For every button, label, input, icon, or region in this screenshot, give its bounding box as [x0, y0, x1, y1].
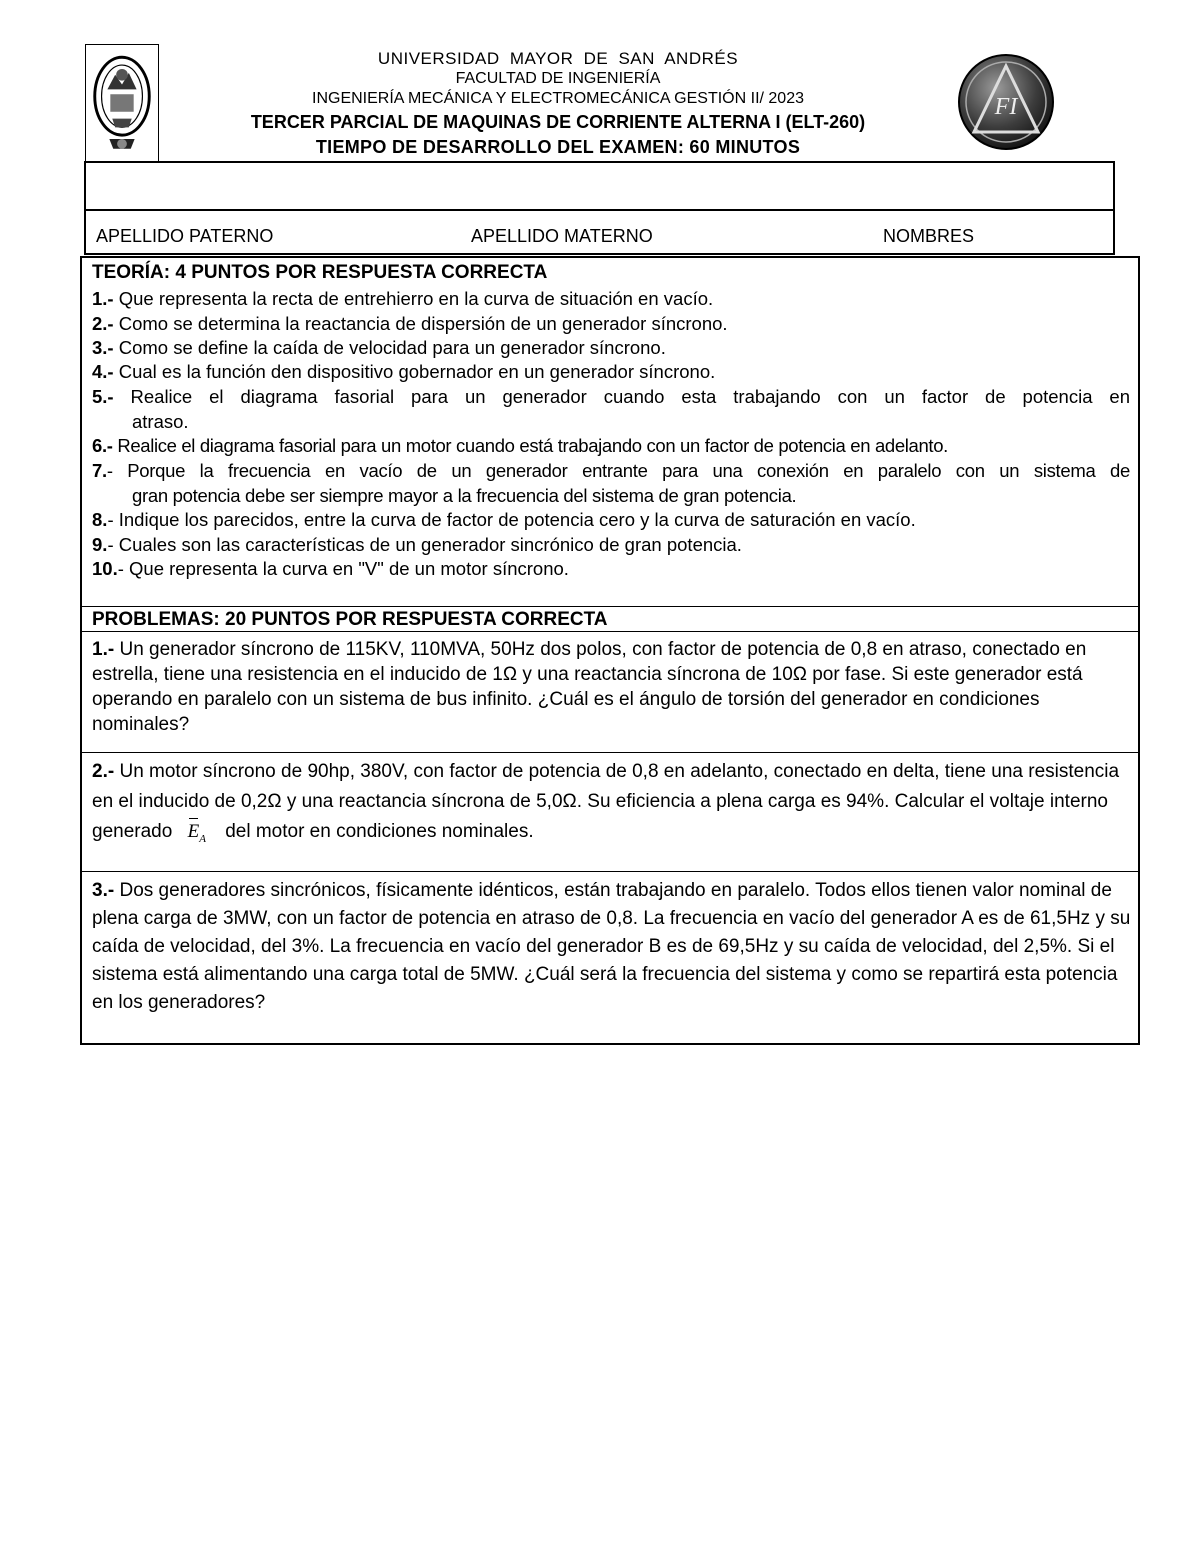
problema-2: 2.- Un motor síncrono de 90hp, 380V, con factor de potencia de 0,8 en adelanto, conectado en delta, tiene una resistencia en el inducido de 0,2Ω y una reactancia síncrona de 5,0Ω. Su eficiencia a plena carga es 94%. Calcular el voltaje interno generado $E_A$ del motor en condiciones nominales. — [92, 757, 1132, 854]
faculty-logo — [956, 52, 1056, 152]
teoria-question-8: 8.- Indique los parecidos, entre la curva de factor de potencia cero y la curva de saturación en vacío. — [92, 509, 916, 530]
teoria-question-1: 1.- Que representa la recta de entrehierro en la curva de situación en vacío. — [92, 288, 714, 309]
problem-divider — [82, 871, 1138, 872]
problem-divider — [82, 752, 1138, 753]
label-apellido-paterno: APELLIDO PATERNO — [96, 226, 274, 246]
teoria-question-7: 7.- Porque la frecuencia en vacío de un generador entrante para una conexión en paralelo con un sistema de gran potencia debe ser siempre mayor a la frecuencia del sistema de gran potencia. — [92, 460, 1130, 506]
problema-1: 1.- Un generador síncrono de 115KV, 110MVA, 50Hz dos polos, con factor de potencia de 0,8 en atraso, conectado en estrella, tiene una resistencia en el inducido de 1Ω y una reactancia síncrona de 10Ω por fase. Si este generador está operando en paralelo con un sistema de bus infinito. ¿Cuál es el ángulo de torsión del generador en condiciones nominales? — [92, 639, 1087, 735]
teoria-question-6: 6.- Realice el diagrama fasorial para un motor cuando está trabajando con un factor de potencia en adelanto. — [92, 435, 948, 456]
faculty-name: FACULTAD DE INGENIERÍA — [455, 70, 661, 87]
student-name-box — [84, 161, 1115, 255]
university-name: UNIVERSIDAD MAYOR DE SAN ANDRÉS — [377, 49, 739, 68]
name-box-divider — [86, 209, 1113, 211]
exam-title: TERCER PARCIAL DE MAQUINAS DE CORRIENTE ALTERNA I (ELT-260) — [250, 112, 866, 132]
problemas-title: PROBLEMAS: 20 PUNTOS POR RESPUESTA CORRECTA — [92, 609, 608, 630]
label-apellido-materno: APELLIDO MATERNO — [471, 226, 653, 246]
section-divider — [82, 606, 1138, 607]
exam-time: TIEMPO DE DESARROLLO DEL EXAMEN: 60 MINUTOS — [315, 137, 801, 157]
teoria-question-4: 4.- Cual es la función den dispositivo gobernador en un generador síncrono. — [92, 361, 716, 382]
teoria-question-3: 3.- Como se define la caída de velocidad para un generador síncrono. — [92, 337, 666, 358]
problema-3: 3.- Dos generadores sincrónicos, físicamente idénticos, están trabajando en paralelo. Todos ellos tienen valor nominal de plena carga de 3MW, con un factor de potencia en atraso de 0,8. La frecuencia en vacío del generador A es de 61,5Hz y su caída de velocidad, del 3%. La frecuencia en vacío del generador B es de 69,5Hz y su caída de velocidad, del 2,5%. Si el sistema está alimentando una carga total de 5MW. ¿Cuál será la frecuencia del sistema y como se repartirá esta potencia en los generadores? — [92, 880, 1131, 1013]
faculty-logo-text: FI — [994, 94, 1018, 120]
teoria-question-9: 9.- Cuales son las características de un generador sincrónico de gran potencia. — [92, 534, 742, 555]
teoria-question-5: 5.- Realice el diagrama fasorial para un generador cuando esta trabajando con un factor de potencia en atraso. — [92, 386, 1130, 432]
teoria-title: TEORÍA: 4 PUNTOS POR RESPUESTA CORRECTA — [92, 262, 548, 283]
internal-voltage-symbol: $E_A$ — [188, 817, 206, 854]
label-nombres: NOMBRES — [883, 226, 975, 246]
problem-divider — [82, 631, 1138, 632]
faculty-emblem-icon — [956, 52, 1056, 152]
seal-icon — [86, 45, 158, 161]
university-seal-logo — [85, 44, 159, 162]
teoria-question-10: 10.- Que representa la curva en "V" de un motor síncrono. — [92, 558, 569, 579]
career-name: INGENIERÍA MECÁNICA Y ELECTROMECÁNICA GESTIÓN II/ 2023 — [312, 90, 804, 107]
exam-content-box — [80, 256, 1140, 1045]
teoria-question-2: 2.- Como se determina la reactancia de dispersión de un generador síncrono. — [92, 313, 728, 334]
